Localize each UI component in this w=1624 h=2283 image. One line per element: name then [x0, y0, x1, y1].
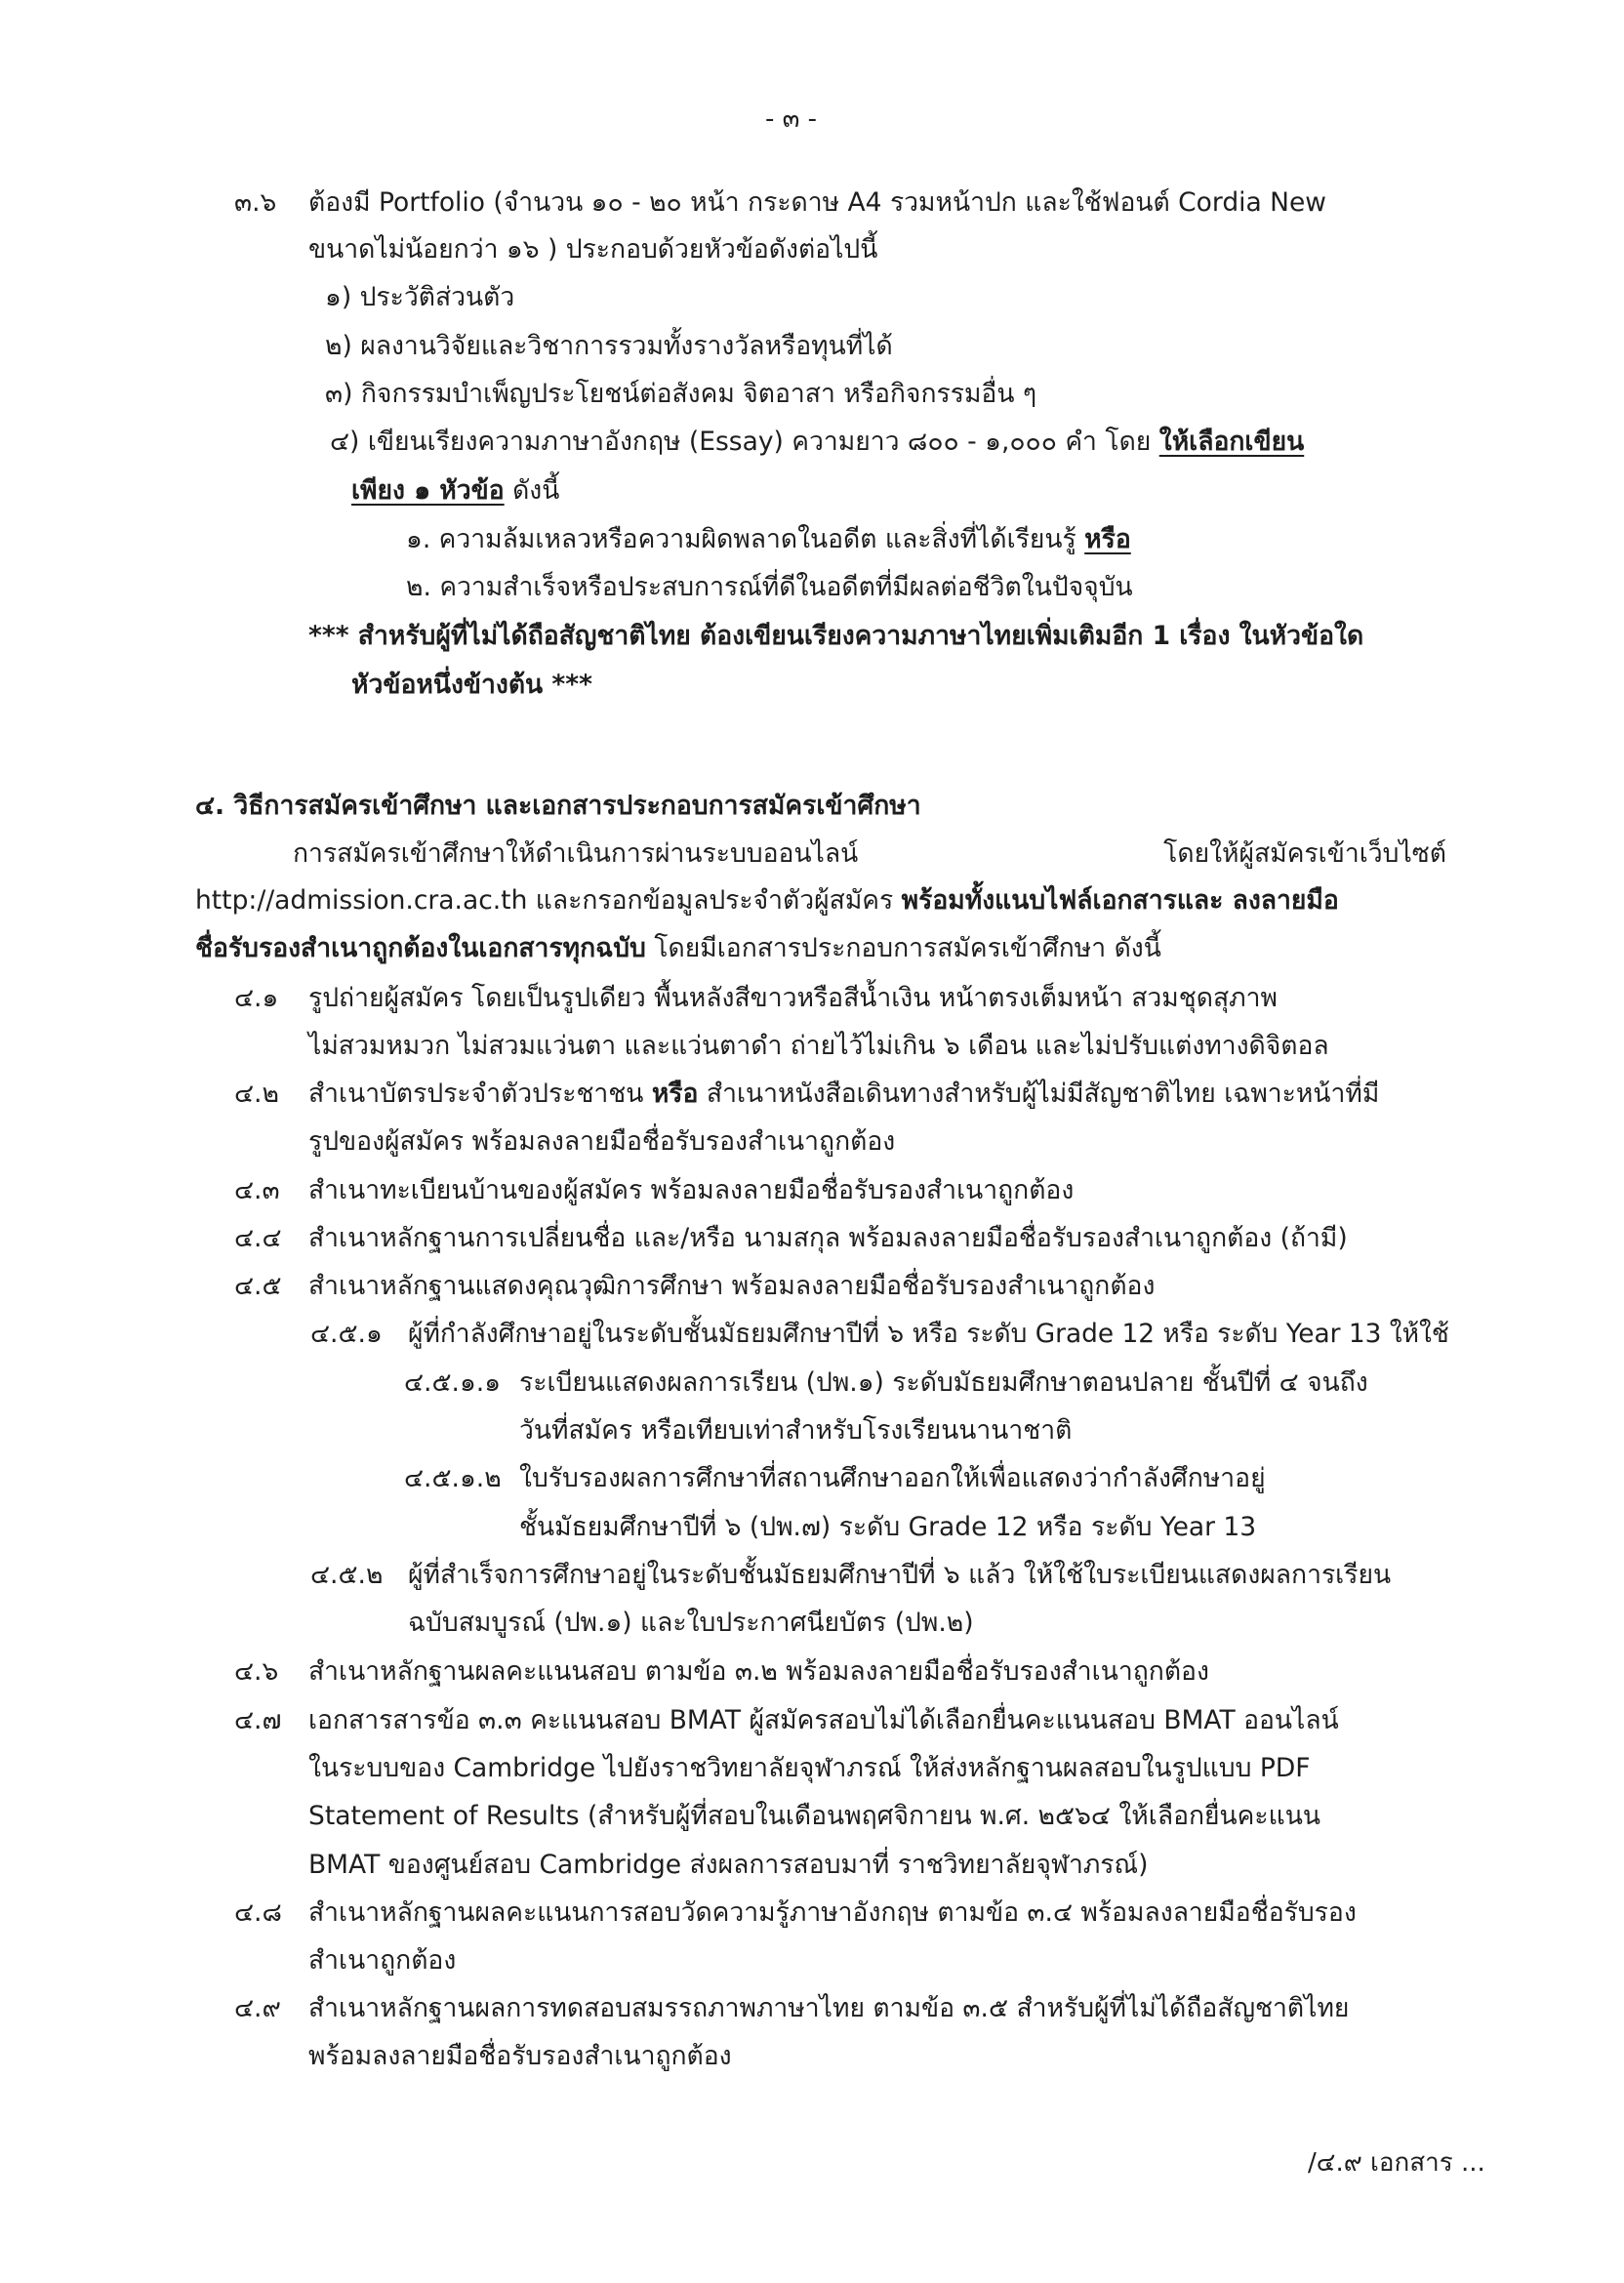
s36-line2: ขนาดไม่น้อยกว่า ๑๖ ) ประกอบด้วยหัวข้อดังต่อไปนี้ [308, 234, 878, 265]
item-4-5-line1: สำเนาหลักฐานแสดงคุณวุฒิการศึกษา พร้อมลงลายมือชื่อรับรองสำเนาถูกต้อง [308, 1271, 1156, 1301]
page-number: - ๓ - [765, 104, 818, 134]
item-4-7-number: ๔.๗ [234, 1705, 282, 1735]
item-4-7-line1: เอกสารสารข้อ ๓.๓ คะแนนสอบ BMAT ผู้สมัครสอบไม่ได้เลือกยื่นคะแนนสอบ BMAT ออนไลน์ [308, 1705, 1339, 1735]
item-4-5-1-2-number: ๔.๕.๑.๒ [404, 1463, 502, 1493]
section-4-intro-line3 [195, 929, 1161, 968]
note-line1: *** สำหรับผู้ที่ไม่ได้ถือสัญชาติไทย ต้องเขียนเรียงความภาษาไทยเพิ่มเติมอีก 1 เรื่อง ในหัวข้อใด [308, 621, 1364, 651]
item-4-1-line2: ไม่สวมหมวก ไม่สวมแว่นตา และแว่นตาดำ ถ่ายไว้ไม่เกิน ๖ เดือน และไม่ปรับแต่งทางดิจิตอล [308, 1031, 1329, 1061]
item-4-4-line1: สำเนาหลักฐานการเปลี่ยนชื่อ และ/หรือ นามสกุล พร้อมลงลายมือชื่อรับรองสำเนาถูกต้อง (ถ้ามี) [308, 1223, 1348, 1253]
item-4-5-1-2-line2: ชั้นมัธยมศึกษาปีที่ ๖ (ปพ.๗) ระดับ Grade 12 หรือ ระดับ Year 13 [519, 1512, 1257, 1542]
section-4-intro-line3-text: โดยมีเอกสารประกอบการสมัครเข้าศึกษา ดังนี้ [645, 933, 1161, 963]
item-4-8-line2: สำเนาถูกต้อง [308, 1945, 457, 1976]
item-4-5-1-number: ๔.๕.๑ [310, 1319, 383, 1349]
portfolio-item-2: ๒) ผลงานวิจัยและวิชาการรวมทั้งรางวัลหรือทุนที่ได้ [325, 331, 893, 361]
item-4-3-number: ๔.๓ [234, 1175, 280, 1205]
item-4-2-line1 [308, 1075, 1379, 1114]
s36-number: ๓.๖ [234, 187, 277, 218]
item-4-5-1-2-line1: ใบรับรองผลการศึกษาที่สถานศึกษาออกให้เพื่อแสดงว่ากำลังศึกษาอยู่ [519, 1463, 1266, 1493]
section-4-intro-line1: การสมัครเข้าศึกษาให้ดำเนินการผ่านระบบออนไลน์ โดยให้ผู้สมัครเข้าเว็บไซต์ [293, 838, 1446, 869]
item-4-5-1-1-number: ๔.๕.๑.๑ [404, 1367, 502, 1398]
section-4-intro-line3-emphasis: ชื่อรับรองสำเนาถูกต้องในเอกสารทุกฉบับ [195, 933, 646, 963]
item-4-6-line1: สำเนาหลักฐานผลคะแนนสอบ ตามข้อ ๓.๒ พร้อมลงลายมือชื่อรับรองสำเนาถูกต้อง [308, 1656, 1209, 1687]
portfolio-item-1: ๑) ประวัติส่วนตัว [325, 282, 515, 312]
item-4-5-1-1-line2: วันที่สมัคร หรือเทียบเท่าสำหรับโรงเรียนนานาชาติ [519, 1415, 1073, 1446]
item-4-1-line1: รูปถ่ายผู้สมัคร โดยเป็นรูปเดียว พื้นหลังสีขาวหรือสีน้ำเงิน หน้าตรงเต็มหน้า สวมชุดสุภาพ [308, 983, 1278, 1013]
item-4-8-line1: สำเนาหลักฐานผลคะแนนการสอบวัดความรู้ภาษาอังกฤษ ตามข้อ ๓.๔ พร้อมลงลายมือชื่อรับรอง [308, 1897, 1357, 1928]
item-4-7-line3: Statement of Results (สำหรับผู้ที่สอบในเดือนพฤศจิกายน พ.ศ. ๒๕๖๔ ให้เลือกยื่นคะแนน [308, 1801, 1320, 1831]
item-4-4-number: ๔.๔ [234, 1223, 282, 1253]
portfolio-item-4 [330, 423, 1304, 462]
item-4-6-number: ๔.๖ [234, 1656, 279, 1687]
portfolio-item-4-line2 [351, 471, 559, 510]
item-4-9-line2: พร้อมลงลายมือชื่อรับรองสำเนาถูกต้อง [308, 2041, 732, 2071]
item-4-5-number: ๔.๕ [234, 1271, 282, 1301]
portfolio-item-4-emphasis: ให้เลือกเขียน [1158, 427, 1305, 457]
portfolio-item-3: ๓) กิจกรรมบำเพ็ญประโยชน์ต่อสังคม จิตอาสา หรือกิจกรรมอื่น ๆ [325, 379, 1037, 409]
item-4-5-2-number: ๔.๕.๒ [310, 1560, 384, 1590]
s36-line1: ต้องมี Portfolio (จำนวน ๑๐ - ๒๐ หน้า กระดาษ A4 รวมหน้าปก และใช้ฟอนต์ Cordia New [308, 187, 1326, 218]
item-4-2-text-b: สำเนาหนังสือเดินทางสำหรับผู้ไม่มีสัญชาติไทย เฉพาะหน้าที่มี [698, 1079, 1380, 1109]
item-4-8-number: ๔.๘ [234, 1897, 282, 1928]
essay-topic-1-or: หรือ [1084, 524, 1131, 554]
item-4-2-text-a: สำเนาบัตรประจำตัวประชาชน [308, 1079, 652, 1109]
portfolio-item-4-line2-emphasis: เพียง ๑ หัวข้อ [351, 475, 505, 506]
essay-topic-1-text: ๑. ความล้มเหลวหรือความผิดพลาดในอดีต และสิ่งที่ได้เรียนรู้ [406, 524, 1085, 554]
section-4-intro-line2-emphasis: พร้อมทั้งแนบไฟล์เอกสารและ ลงลายมือ [901, 885, 1339, 916]
item-4-2-number: ๔.๒ [234, 1079, 279, 1109]
item-4-9-number: ๔.๙ [234, 1993, 281, 2023]
portfolio-item-4-text: ๔) เขียนเรียงความภาษาอังกฤษ (Essay) ความยาว ๘๐๐ - ๑,๐๐๐ คำ โดย [330, 427, 1159, 457]
item-4-7-line2: ในระบบของ Cambridge ไปยังราชวิทยาลัยจุฬาภรณ์ ให้ส่งหลักฐานผลสอบในรูปแบบ PDF [308, 1753, 1311, 1783]
item-4-9-line1: สำเนาหลักฐานผลการทดสอบสมรรถภาพภาษาไทย ตามข้อ ๓.๕ สำหรับผู้ที่ไม่ได้ถือสัญชาติไทย [308, 1993, 1350, 2023]
section-4-intro-line2 [195, 881, 1339, 920]
item-4-2-line2: รูปของผู้สมัคร พร้อมลงลายมือชื่อรับรองสำเนาถูกต้อง [308, 1126, 896, 1157]
item-4-5-2-line2: ฉบับสมบูรณ์ (ปพ.๑) และใบประกาศนียบัตร (ปพ.๒) [408, 1608, 974, 1638]
section-4-heading: ๔. วิธีการสมัครเข้าศึกษา และเอกสารประกอบการสมัครเข้าศึกษา [195, 791, 921, 821]
note-line2: หัวข้อหนึ่งข้างต้น *** [351, 670, 592, 700]
section-4-intro-line2-text: http://admission.cra.ac.th และกรอกข้อมูลประจำตัวผู้สมัคร [195, 885, 902, 916]
item-4-5-1-line1: ผู้ที่กำลังศึกษาอยู่ในระดับชั้นมัธยมศึกษาปีที่ ๖ หรือ ระดับ Grade 12 หรือ ระดับ Year 13 ให้ใช้ [408, 1320, 1449, 1349]
item-4-5-1-1-line1: ระเบียนแสดงผลการเรียน (ปพ.๑) ระดับมัธยมศึกษาตอนปลาย ชั้นปีที่ ๔ จนถึง [519, 1367, 1368, 1398]
item-4-3-line1: สำเนาทะเบียนบ้านของผู้สมัคร พร้อมลงลายมือชื่อรับรองสำเนาถูกต้อง [308, 1175, 1075, 1205]
continuation-note: /๔.๙ เอกสาร ... [1308, 2148, 1485, 2178]
portfolio-item-4-line2-text: ดังนี้ [504, 475, 560, 506]
essay-topic-2: ๒. ความสำเร็จหรือประสบการณ์ที่ดีในอดีตที่มีผลต่อชีวิตในปัจจุบัน [406, 572, 1133, 602]
essay-topic-1 [406, 520, 1131, 559]
item-4-7-line4: BMAT ของศูนย์สอบ Cambridge ส่งผลการสอบมาที่ ราชวิทยาลัยจุฬาภรณ์) [308, 1850, 1149, 1880]
item-4-1-number: ๔.๑ [234, 983, 279, 1013]
item-4-5-2-line1: ผู้ที่สำเร็จการศึกษาอยู่ในระดับชั้นมัธยมศึกษาปีที่ ๖ แล้ว ให้ใช้ใบระเบียนแสดงผลการเรียน [408, 1560, 1392, 1590]
item-4-2-or: หรือ [651, 1079, 699, 1109]
